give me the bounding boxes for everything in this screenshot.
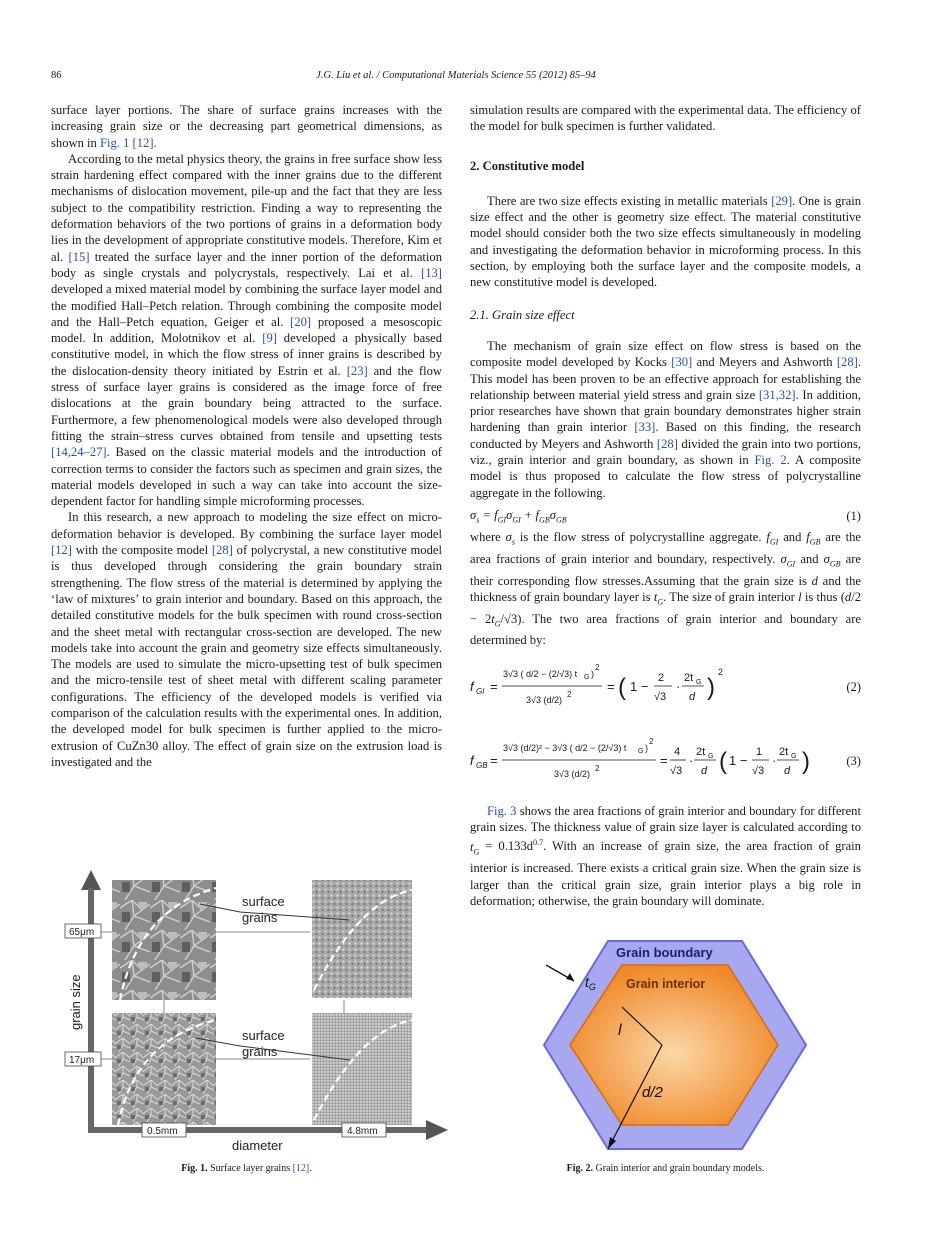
fig1-label-grains: grains: [242, 910, 278, 925]
fig1-label-surface: surface: [242, 894, 285, 909]
svg-text:(: (: [719, 747, 727, 775]
citation-link[interactable]: [33]: [634, 420, 656, 435]
equation-3-formula: [470, 727, 820, 795]
svg-text:√3: √3: [752, 764, 765, 777]
citation-link[interactable]: [12]: [132, 135, 154, 150]
paragraph: simulation results are compared with the experimental data. The efficiency of the model for bulk specimen is further validated.: [470, 103, 861, 134]
figure-link[interactable]: Fig. 1: [99, 135, 130, 150]
paragraph: In this research, a new approach to modeling the size effect on micro-deformation behavior is developed. By combining the surface layer model [12] with the composite model [28] of polycrystal, a new constitutive model is thus developed through considering the grain boundary strain strengthening. The flow stress of the material is determined by applying the ‘law of mixtures’ to grain interior and boundary. Based on this approach, the detailed constitutive models for the bulk specimen with round cross-section and the sheet metal with rectangular cross-section are developed. The new models take into account the grain and geometry size effects simultaneously. The models are used to simulate the micro-upsetting test of bulk specimen and the micro-tensile test of sheet metal with different scaling parameter configurations. The efficiency of the developed models is verified via comparison of the calculation results with the experimental ones. In addition, the developed model for bulk specimen is further applied to the micro-extrusion of CuZn30 alloy. The effect of grain size on the extrusion load is investigated and the: [51, 510, 442, 769]
svg-text:3√3 (d/2): 3√3 (d/2): [526, 694, 562, 705]
svg-text:d: d: [784, 764, 791, 777]
axis-arrow-right: [426, 1120, 448, 1140]
left-column: [51, 102, 442, 770]
figure-link[interactable]: Fig. 3: [487, 803, 517, 818]
equation-2-formula: [470, 653, 820, 721]
svg-text:d: d: [701, 764, 708, 777]
figure-link[interactable]: Fig. 2: [754, 453, 787, 468]
svg-text:1: 1: [756, 745, 763, 758]
svg-text:G: G: [584, 673, 590, 681]
citation-link[interactable]: [28]: [656, 436, 678, 451]
svg-text:1 −: 1 −: [630, 678, 649, 694]
citation-link[interactable]: [28]: [211, 543, 233, 558]
label-grain-interior: Grain interior: [626, 977, 706, 991]
svg-text:·: ·: [676, 678, 681, 694]
svg-text:d: d: [689, 690, 696, 703]
figure-1-caption: Fig. 1. Surface layer grains [12].: [181, 1163, 312, 1174]
fig1-axis-grain-size: grain size: [68, 974, 83, 1030]
svg-text:3√3 (d/2)² − 3√3 ( d/2 − (2/√3: 3√3 (d/2)² − 3√3 ( d/2 − (2/√3) t: [503, 742, 627, 753]
svg-text:): ): [591, 668, 594, 679]
svg-text:2: 2: [658, 671, 665, 684]
fig1-label-48mm: 4.8mm: [347, 1126, 378, 1137]
svg-text:2t: 2t: [696, 745, 706, 758]
fig1-label-05mm: 0.5mm: [147, 1126, 178, 1137]
citation-link[interactable]: [20]: [290, 314, 312, 329]
subsection-heading: 2.1. Grain size effect: [470, 307, 575, 322]
equation-3: [470, 727, 861, 795]
page-number: 86: [51, 70, 62, 81]
label-grain-boundary: Grain boundary: [616, 945, 713, 960]
svg-text:2: 2: [595, 662, 600, 672]
svg-text:=: =: [490, 678, 498, 694]
svg-text:2: 2: [718, 666, 724, 677]
equation-number: (2): [846, 679, 861, 694]
svg-text:2t: 2t: [779, 745, 789, 758]
micrograph-fine-large: [312, 1013, 412, 1125]
label-l: l: [618, 1022, 622, 1039]
micrograph-coarse-small: [112, 880, 216, 1000]
svg-text:√3: √3: [670, 764, 683, 777]
fig1-label-65um: 65μm: [69, 927, 95, 938]
fig1-axis-diameter: diameter: [232, 1138, 283, 1153]
figure-1: [60, 870, 450, 1155]
figure-2: [530, 935, 810, 1155]
svg-text:3√3 (d/2): 3√3 (d/2): [554, 768, 590, 779]
equation-number: (3): [846, 753, 861, 768]
svg-text:tG: $t_G$: [585, 974, 596, 992]
svg-text:): ): [802, 747, 810, 775]
citation-link[interactable]: [29]: [771, 193, 793, 208]
citation-link[interactable]: [13]: [421, 265, 442, 280]
paragraph: surface layer portions. The share of surface grains increases with the increasing grain size or the decreasing part geometrical dimensions, as shown in Fig. 1 [12].: [51, 103, 442, 150]
citation-link[interactable]: [30]: [671, 355, 693, 370]
svg-text:√3: √3: [654, 690, 667, 703]
paragraph: According to the metal physics theory, the grains in free surface show less strain hardening effect compared with the inner grains due to the different mechanisms of dislocation movement, pile-up and the fact that they are less subject to the compatibility restriction. Finding a way to representing the deformation behaviors of the two portions of grains in a deformation body lies in the development of appropriate constitutive models. Therefore, Kim et al. [15] treated the surface layer and the inner portion of the deformation body as single crystals and polycrystals, respectively. Lai et al. [13] developed a mixed material model by combining the surface layer model and the modified Hall–Petch relation. Through combining the composite model and the Hall–Petch equation, Geiger et al. [20] proposed a mesoscopic model. In addition, Molotnikov et al. [9] developed a physically based constitutive model, in which the flow stress of inner grains is described by the dislocation-density theory initiated by Estrin et al. [23] and the flow stress of surface layer grains is considered as the image force of free dislocations at the grain boundary being attracted to the surface. Furthermore, a few phenomenological models were also developed through fitting the strain–stress curves obtained from tensile and upsetting tests [14,24–27]. Based on the classic material models and the introduction of correction terms to consider the factors such as specimen and grain sizes, the material models developed in such a way can take into account the size-dependent factor for handling simple microforming processes.: [51, 151, 443, 509]
svg-text:G: G: [791, 752, 797, 760]
equation-number: (1): [846, 508, 861, 523]
svg-text:4: 4: [674, 745, 681, 758]
svg-text:=: =: [660, 752, 668, 768]
equation-1: $\sigma_s = f_{GI}\sigma_{GI} + f_{GB}\sigma_{GB}$ (1): [470, 507, 861, 525]
svg-text:·: ·: [772, 752, 777, 768]
right-column: [470, 102, 861, 909]
svg-text:2: 2: [567, 689, 572, 699]
svg-text:1 −: 1 −: [729, 752, 748, 768]
citation-link[interactable]: [14,24–27]: [51, 445, 107, 460]
paragraph: Fig. 3 shows the area fractions of grain interior and boundary for different grain sizes. The thickness value of grain size layer is calculated according to $t_G = 0.133d^{0.7}$. With an increase of grain size, the area fraction of grain interior is increased. There exists a critical grain size. When the grain size is larger than the critical grain size, grain interior plays a big role in deformation; otherwise, the grain boundary will dominate.: [470, 803, 861, 908]
svg-text:G: G: [638, 747, 644, 755]
svg-text:(: (: [618, 673, 626, 701]
label-d-half: d/2: [642, 1084, 663, 1101]
fig1-label-grains: grains: [242, 1044, 278, 1059]
fig1-label-surface: surface: [242, 1028, 285, 1043]
journal-citation: J.G. Liu et al. / Computational Materials Science 55 (2012) 85–94: [316, 70, 596, 81]
paragraph: There are two size effects existing in metallic materials [29]. One is grain size effect and the other is geometry size effect. The material constitutive model should consider both the two size effects simultaneously in modeling and investigating the deformation behavior in microforming process. In this section, by employing both the surface layer and the composite models, a new constitutive model is developed.: [470, 193, 861, 290]
svg-text:2: 2: [649, 736, 654, 746]
equation-2: [470, 653, 861, 721]
citation-link[interactable]: [31,32]: [758, 387, 796, 402]
svg-text:G: G: [696, 678, 702, 686]
svg-text:GI: GI: [476, 686, 485, 696]
axis-arrow-up: [81, 870, 101, 890]
citation-link[interactable]: [15]: [68, 249, 90, 264]
svg-text:·: ·: [689, 752, 694, 768]
svg-text:f: f: [470, 752, 474, 768]
section-heading: 2. Constitutive model: [470, 158, 585, 173]
citation-link[interactable]: [23]: [346, 363, 368, 378]
paragraph: The mechanism of grain size effect on flow stress is based on the composite model developed by Kocks [30] and Meyers and Ashworth [28]. This model has been proven to be an effective approach for establishing the relationship between material yield stress and grain size [31,32]. In addition, prior researches have shown that grain boundary demonstrates higher strain hardening than grain interior [33]. Based on this finding, the research conducted by Meyers and Ashworth [28] divided the grain into two portions, viz., grain interior and grain boundary, as shown in Fig. 2. A composite model is thus proposed to calculate the flow stress of polycrystalline aggregate in the following.: [470, 338, 862, 500]
svg-text:=: =: [607, 678, 615, 694]
svg-text:): ): [645, 742, 648, 753]
citation-link[interactable]: [28]: [836, 355, 858, 370]
paragraph: where $\sigma_s$ is the flow stress of polycrystalline aggregate. $f_{GI}$ and $f_{GB}$ are the area fractions of grain interior and boundary, respectively. $\sigma_{GI}$ and $\sigma_{GB}$ are their corresponding flow stresses.Assuming that the grain size is d and the thickness of grain boundary layer is $t_G$. The size of grain interior l is thus $(d/2 - 2t_G/√3)$. The two area fractions of grain interior and boundary are determined by:: [470, 529, 862, 648]
svg-text:2: 2: [595, 763, 600, 773]
svg-text:GB: GB: [476, 760, 488, 770]
svg-text:3√3 ( d/2 − (2/√3) t: 3√3 ( d/2 − (2/√3) t: [503, 668, 578, 679]
figure-2-caption: Fig. 2. Grain interior and grain boundary models.: [566, 1163, 765, 1174]
page-header: [51, 70, 861, 86]
svg-text:): ): [707, 673, 715, 701]
citation-link[interactable]: [12]: [51, 543, 72, 558]
svg-text:f: f: [470, 678, 474, 694]
citation-link[interactable]: [9]: [262, 331, 277, 346]
svg-text:G: G: [708, 752, 714, 760]
svg-text:2t: 2t: [684, 671, 694, 684]
micrograph-fine-small: [112, 1013, 216, 1125]
citation-link[interactable]: [12]: [292, 1163, 310, 1174]
fig1-label-17um: 17μm: [69, 1055, 95, 1066]
svg-text:=: =: [490, 752, 498, 768]
micrograph-coarse-large: [312, 880, 412, 998]
